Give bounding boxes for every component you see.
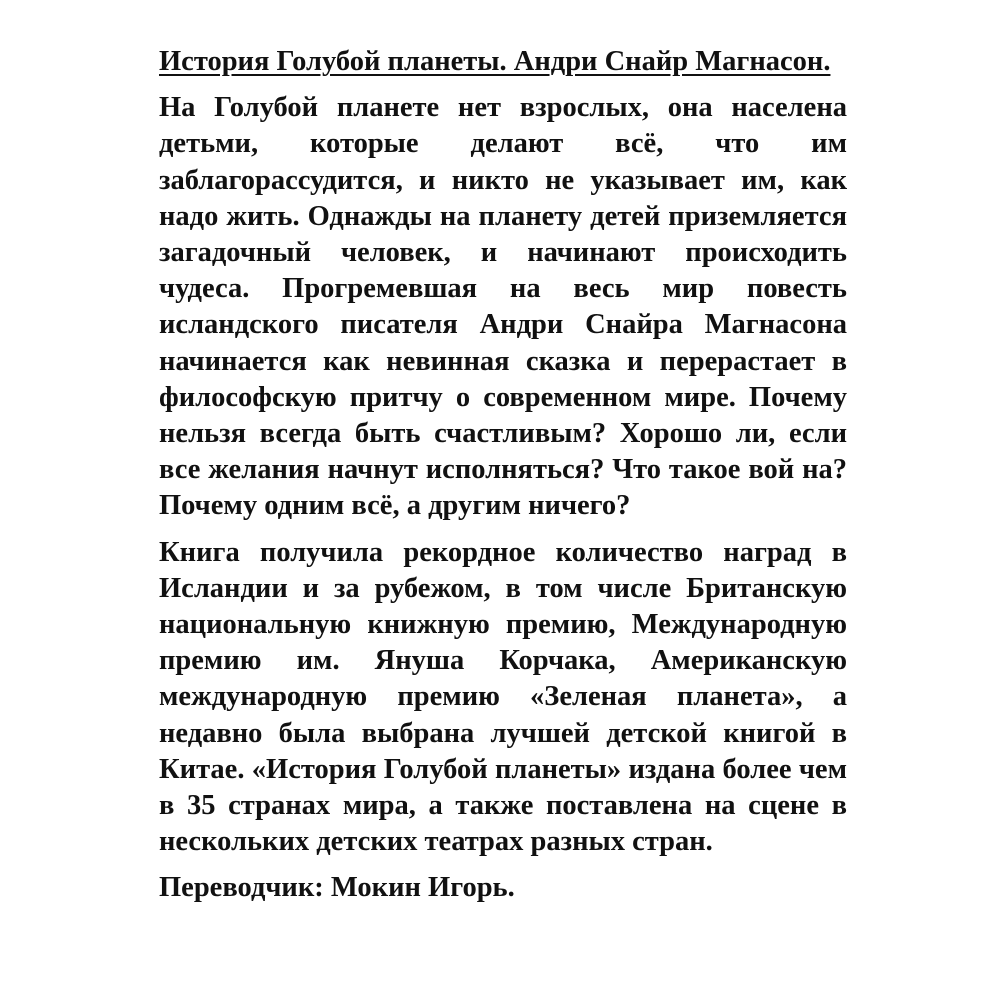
book-title: История Голубой планеты. Андри Снайр Магнасон.	[159, 46, 831, 77]
translator-credit: Переводчик: Мокин Игорь.	[159, 872, 515, 904]
description-paragraph-1: На Голубой планете нет взрослых, она населена детьми, которые делают всё, что им заблагорассудится, и никто не указывает им, как надо жить. Однажды на планету детей приземляется загадочный человек, и начинают происходить чудеса. Прогремевшая на весь мир повесть исландского писателя Андри Снайра Магнасона начинается как невинная сказка и перерастает в философскую притчу о современном мире. Почему нельзя всегда быть счастливым? Хорошо ли, если все желания начнут исполняться? Что такое вой на? Почему одним всё, а другим ничего?	[159, 92, 847, 522]
book-description	[159, 44, 847, 907]
description-paragraph-2: Книга получила рекордное количество наград в Исландии и за рубежом, в том числе Британскую национальную книжную премию, Международную премию им. Януша Корчака, Американскую международную премию «Зеленая планета», а недавно была выбрана лучшей детской книгой в Китае. «История Голубой планеты» издана более чем в 35 странах мира, а также поставлена на сцене в нескольких детских театрах разных стран.	[159, 536, 847, 858]
